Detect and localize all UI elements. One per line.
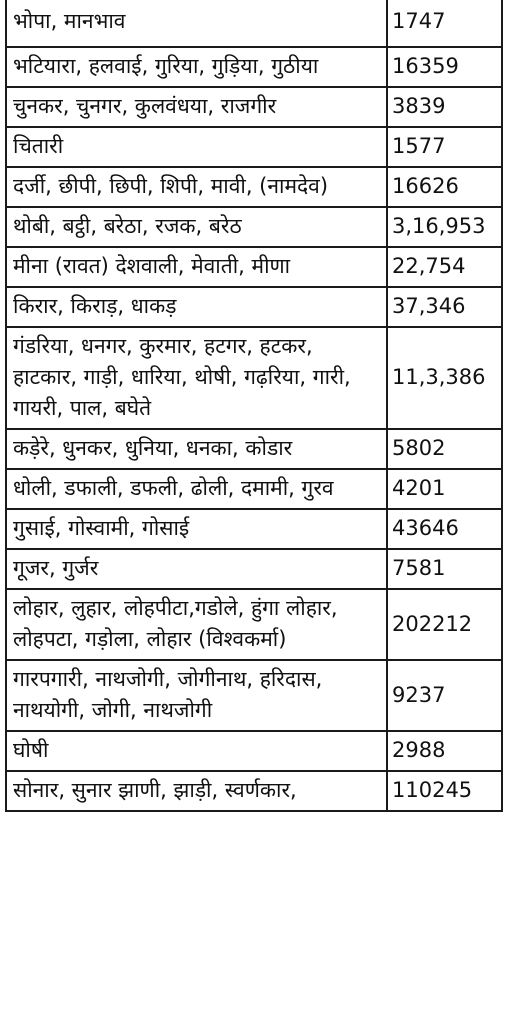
table-row bbox=[6, 731, 502, 771]
table-row bbox=[6, 549, 502, 589]
caste-names-cell: सोनार, सुनार झाणी, झाड़ी, स्वर्णकार, bbox=[6, 771, 387, 811]
caste-names-cell: दर्जी, छीपी, छिपी, शिपी, मावी, (नामदेव) bbox=[6, 167, 387, 207]
table-row bbox=[6, 429, 502, 469]
population-cell: 1747 bbox=[387, 0, 502, 47]
population-cell: 202212 bbox=[387, 589, 502, 660]
population-cell: 7581 bbox=[387, 549, 502, 589]
caste-names-cell: चितारी bbox=[6, 127, 387, 167]
caste-names-cell: कड़ेरे, धुनकर, धुनिया, धनका, कोडार bbox=[6, 429, 387, 469]
caste-names-cell: गारपगारी, नाथजोगी, जोगीनाथ, हरिदास, नाथयोगी, जोगी, नाथजोगी bbox=[6, 660, 387, 731]
table-row bbox=[6, 87, 502, 127]
caste-names-cell: भटियारा, हलवाई, गुरिया, गुड़िया, गुठीया bbox=[6, 47, 387, 87]
caste-names-cell: गूजर, गुर्जर bbox=[6, 549, 387, 589]
caste-names-cell: चुनकर, चुनगर, कुलवंधया, राजगीर bbox=[6, 87, 387, 127]
population-cell: 3839 bbox=[387, 87, 502, 127]
table-row bbox=[6, 327, 502, 429]
population-cell: 43646 bbox=[387, 509, 502, 549]
population-cell: 16359 bbox=[387, 47, 502, 87]
table-row bbox=[6, 589, 502, 660]
table-row bbox=[6, 127, 502, 167]
population-cell: 9237 bbox=[387, 660, 502, 731]
table-row bbox=[6, 247, 502, 287]
caste-names-cell: घोषी bbox=[6, 731, 387, 771]
caste-names-cell: मीना (रावत) देशवाली, मेवाती, मीणा bbox=[6, 247, 387, 287]
caste-names-cell: गुसाई, गोस्वामी, गोसाई bbox=[6, 509, 387, 549]
table-row bbox=[6, 47, 502, 87]
table-row bbox=[6, 167, 502, 207]
caste-names-cell: धोली, डफाली, डफली, ढोली, दमामी, गुरव bbox=[6, 469, 387, 509]
table-body bbox=[6, 0, 502, 811]
population-cell: 37,346 bbox=[387, 287, 502, 327]
table-row bbox=[6, 771, 502, 811]
population-cell: 110245 bbox=[387, 771, 502, 811]
population-cell: 16626 bbox=[387, 167, 502, 207]
table-row bbox=[6, 207, 502, 247]
population-cell: 1577 bbox=[387, 127, 502, 167]
caste-names-cell: थोबी, बट्ठी, बरेठा, रजक, बरेठ bbox=[6, 207, 387, 247]
table-row bbox=[6, 469, 502, 509]
table-row bbox=[6, 0, 502, 47]
caste-names-cell: गंडरिया, धनगर, कुरमार, हटगर, हटकर, हाटकार, गाड़ी, धारिया, थोषी, गढ़रिया, गारी, गायरी, पाल, बघेते bbox=[6, 327, 387, 429]
population-cell: 11,3,386 bbox=[387, 327, 502, 429]
table-row bbox=[6, 287, 502, 327]
caste-population-table bbox=[5, 0, 503, 812]
population-cell: 4201 bbox=[387, 469, 502, 509]
population-cell: 5802 bbox=[387, 429, 502, 469]
caste-names-cell: लोहार, लुहार, लोहपीटा,गडोले, हुंगा लोहार, लोहपटा, गड़ोला, लोहार (विश्वकर्मा) bbox=[6, 589, 387, 660]
population-cell: 3,16,953 bbox=[387, 207, 502, 247]
table-row bbox=[6, 660, 502, 731]
caste-names-cell: किरार, किराड़, धाकड़ bbox=[6, 287, 387, 327]
population-cell: 2988 bbox=[387, 731, 502, 771]
caste-names-cell: भोपा, मानभाव bbox=[6, 0, 387, 47]
table-row bbox=[6, 509, 502, 549]
population-cell: 22,754 bbox=[387, 247, 502, 287]
